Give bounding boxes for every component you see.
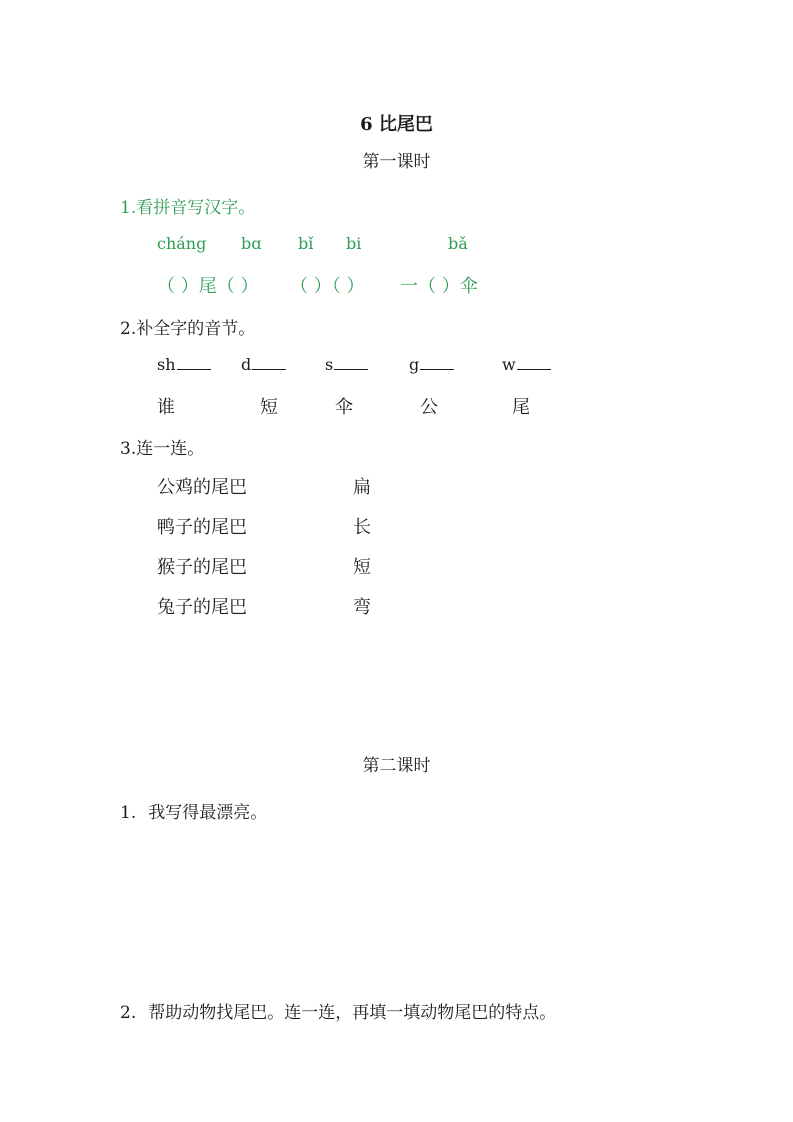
lesson2-q1 <box>120 798 267 823</box>
fill-blank-line[interactable] <box>517 355 551 370</box>
syllable-item: s <box>325 355 368 374</box>
lesson2-heading: 第二课时 <box>362 756 431 776</box>
match-right-item[interactable]: 长 <box>353 517 371 538</box>
char-item: 尾 <box>512 397 530 418</box>
syllable-item: sh <box>157 355 211 374</box>
question-text: 我写得最漂亮。 <box>148 803 268 823</box>
char-item: 短 <box>260 397 278 418</box>
match-left-item[interactable]: 兔子的尾巴 <box>157 597 247 618</box>
q3-prompt: 3.连一连。 <box>120 439 205 459</box>
q1-prompt: 1.看拼音写汉字。 <box>120 198 256 218</box>
pinyin-item: bǐ <box>298 234 314 253</box>
char-item: 谁 <box>157 397 175 418</box>
char-item: 伞 <box>335 397 353 418</box>
syllable-item: g <box>409 355 454 374</box>
syllable-item: w <box>502 355 551 374</box>
match-right-item[interactable]: 扁 <box>353 477 371 498</box>
fill-blank-line[interactable] <box>334 355 368 370</box>
page-title: 6 比尾巴 <box>360 114 433 135</box>
fill-blank-line[interactable] <box>177 355 211 370</box>
pinyin-item: cháng <box>157 234 207 253</box>
fill-blank-line[interactable] <box>420 355 454 370</box>
lesson2-q2 <box>120 998 556 1023</box>
syllable-item: d <box>241 355 286 374</box>
pinyin-item: bi <box>346 234 362 253</box>
char-item: 公 <box>420 397 438 418</box>
match-left-item[interactable]: 猴子的尾巴 <box>157 557 247 578</box>
question-number: 1. <box>120 803 137 823</box>
pinyin-item: bɑ <box>241 234 262 253</box>
q2-prompt: 2.补全字的音节。 <box>120 319 256 339</box>
question-number: 2. <box>120 1003 137 1023</box>
answer-blank-group: （ ）尾（ ） <box>157 276 259 297</box>
fill-blank-line[interactable] <box>252 355 286 370</box>
match-left-item[interactable]: 公鸡的尾巴 <box>157 477 247 498</box>
answer-blank-group: 一（ ）伞 <box>400 276 478 297</box>
pinyin-item: bǎ <box>448 234 468 253</box>
match-left-item[interactable]: 鸭子的尾巴 <box>157 517 247 538</box>
answer-blank-group: （ ）（ ） <box>290 276 365 297</box>
lesson1-heading: 第一课时 <box>362 152 431 172</box>
match-right-item[interactable]: 弯 <box>353 597 371 618</box>
question-text: 帮助动物找尾巴。连一连，再填一填动物尾巴的特点。 <box>148 1003 557 1023</box>
match-right-item[interactable]: 短 <box>353 557 371 578</box>
